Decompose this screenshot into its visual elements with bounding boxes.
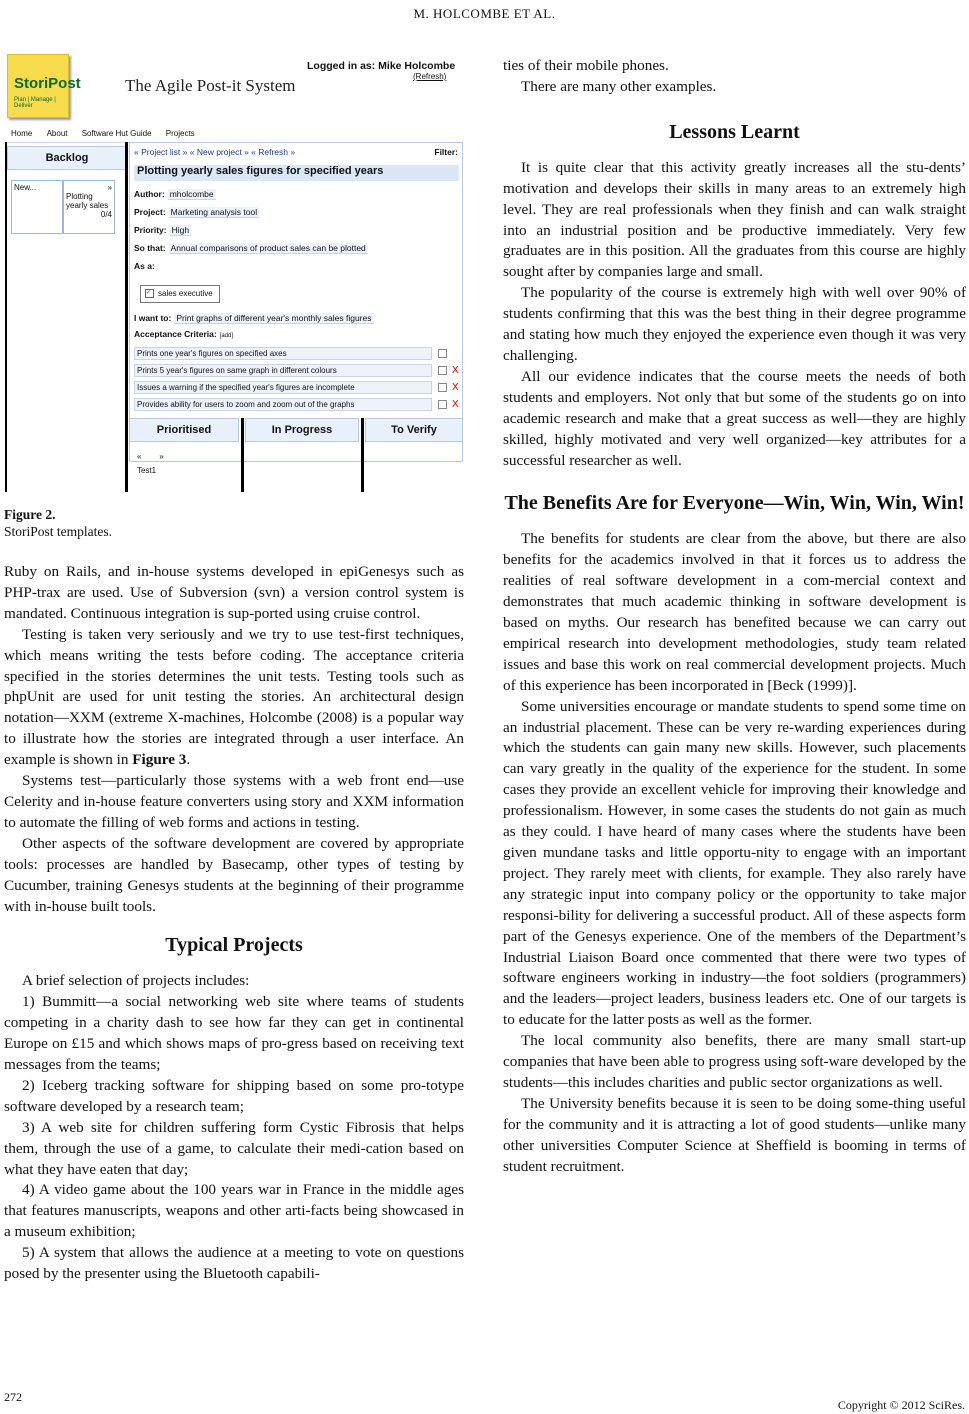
new-note-label: New... — [14, 183, 37, 192]
paragraph: ties of their mobile phones. — [503, 57, 669, 74]
lane-item[interactable]: Test1 — [137, 466, 157, 475]
criterion-1[interactable]: Prints one year's figures on specified axes — [134, 347, 432, 360]
section-heading: The Benefits Are for Everyone—Win, Win, Win, Win! — [504, 492, 965, 515]
criterion-3[interactable]: Issues a warning if the specified year's figures are incomplete — [134, 381, 432, 394]
priority-value[interactable]: High — [171, 225, 190, 235]
story-title: Plotting yearly sales figures for specified years — [134, 165, 459, 181]
project-label: Project: — [134, 207, 166, 217]
refresh-link[interactable]: (Refresh) — [413, 72, 447, 81]
author-row — [134, 189, 216, 200]
app-nav — [5, 126, 461, 143]
new-note[interactable] — [11, 180, 63, 234]
paragraph: The local community also benefits, there are many small start-up companies that have been able to progress using soft-ware developed by the students—this includes charities and public sector organizations as well. — [503, 1032, 966, 1091]
delete-x-icon[interactable]: X — [452, 399, 459, 410]
breadcrumb[interactable]: « Project list » « New project » « Refresh » — [134, 147, 296, 157]
paragraph: Some universities encourage or mandate students to spend some time on an industrial placement. These can be very re-warding experiences during which the students can gain many new skills. However, such placements can vary greatly in the quality of the experience for the student. In some cases they provide an excellent vehicle for improving their knowledge and professionalism. However, in some cases the students do not gain as much as they could. I have heard of many cases where the students have been given mundane tasks and little opportu-nity to engage with an important project. They rarely meet with clients, for example. They also rarely have any strategic input into company policy or the opportunity to take major responsi-bility for delivering a successful product. All of these aspects form part of the Genesys experience. One of the members of the Department’s Industrial Liaison Board once commented that there were two types of software engineers working in industry—the foot soldiers (programmers) and the leaders—project leaders, business leaders etc. One of our targets is to educate for the latter posts as well as the former. — [503, 697, 966, 1029]
iwant-row — [134, 313, 374, 324]
column-divider — [241, 418, 244, 492]
note-count: 0/4 — [100, 210, 112, 219]
paragraph: Other aspects of the software development are covered by appropriate tools: processes are handled by Basecamp, other types of testing by Cucumber, training Genesys students at the beginning of their programme with in-house built tools. — [4, 834, 464, 915]
nav-projects[interactable]: Projects — [165, 129, 195, 138]
criterion-3-checkbox[interactable] — [438, 383, 447, 392]
figure-reference[interactable]: Figure 3 — [132, 751, 187, 769]
logo-text-a: Stori — [14, 75, 49, 92]
criteria-row — [134, 329, 233, 339]
storipost-logo — [7, 54, 81, 118]
lane-prioritised: Prioritised — [129, 418, 239, 442]
criterion-4-checkbox[interactable] — [438, 400, 447, 409]
check-icon: ✓ — [145, 289, 154, 298]
author-value[interactable]: mholcombe — [169, 189, 214, 199]
logged-in-label: Logged in as: Mike Holcombe — [307, 60, 456, 72]
logo-slogan: Plan | Manage | Deliver — [14, 97, 56, 109]
figure-caption — [4, 506, 112, 540]
priority-label: Priority: — [134, 225, 167, 235]
nav-about[interactable]: About — [46, 129, 68, 138]
paragraph: The benefits for students are clear from the above, but there are also benefits for the academics involved in that it forces us to address the realities of real software development in a com-mercial context and demonstrates that much academic thinking in software development is based on myths. Our research has benefited because we can carry out empirical research into development methodologies, study team related issues and base this work on real commercial development projects. Much of this experience has been incorporated in [Beck (1999)]. — [503, 530, 966, 694]
delete-x-icon[interactable]: X — [452, 365, 459, 376]
lane-arrows[interactable]: « » — [137, 452, 164, 461]
sothat-row — [134, 243, 368, 254]
caption-text: StoriPost templates. — [4, 524, 112, 539]
author-label: Author: — [134, 189, 165, 199]
story-note[interactable] — [63, 180, 115, 234]
paragraph: A brief selection of projects includes: — [22, 972, 250, 990]
iwant-label: I want to: — [134, 313, 172, 323]
project-value[interactable]: Marketing analysis tool — [170, 207, 258, 217]
paragraph: 3) A web site for children suffering form Cystic Fibrosis that helps them, through the use of a game, to calculate their medi-cation based on what they have eaten that day; — [4, 1118, 464, 1178]
role-value: sales executive — [158, 289, 213, 298]
paragraph: The University benefits because it is seen to be doing some-thing useful for the community and it is attracting a lot of good students—unlike many other universities Computer Science at Sheffield is booming in terms of student recruitment. — [503, 1094, 966, 1175]
column-divider — [5, 142, 7, 492]
right-column — [503, 56, 966, 1178]
story-panel — [129, 142, 463, 462]
running-head: M. HOLCOMBE ET AL. — [413, 6, 556, 21]
iwant-value[interactable]: Print graphs of different year's monthly sales figures — [176, 313, 372, 323]
paragraph: 5) A system that allows the audience at a meeting to vote on questions posed by the presenter using the Bluetooth capabili- — [4, 1244, 464, 1283]
left-column — [4, 562, 464, 1285]
text: Testing is taken very seriously and we try to use test-first techniques, which means writing the tests before coding. The acceptance criteria specified in the stories determines the unit tests. Testing tools such as phpUnit are used for unit testing the stories. An architectural design notation—XXM (extreme X-machines, Holcombe (2008) is a popular way to illustrate how the stories are integrated through a user interface. An example is shown in — [4, 625, 464, 769]
criterion-2[interactable]: Prints 5 year's figures on same graph in different colours — [134, 364, 432, 377]
sothat-value[interactable]: Annual comparisons of product sales can be plotted — [170, 243, 366, 253]
lane-backlog: Backlog — [7, 146, 127, 170]
figure-storipost-screenshot — [5, 52, 461, 492]
priority-row — [134, 225, 191, 236]
criterion-4[interactable]: Provides ability for users to zoom and zoom out of the graphs — [134, 398, 432, 411]
filter-label[interactable]: Filter: — [434, 147, 458, 157]
criterion-2-checkbox[interactable] — [438, 366, 447, 375]
role-ticket[interactable] — [140, 285, 220, 303]
criterion-1-checkbox[interactable] — [438, 349, 447, 358]
page-number: 272 — [4, 1390, 22, 1404]
paragraph: Systems test—particularly those systems with a web front end—use Celerity and in-house feature converters using story and XXM information to automate the filling of web forms and actions in testing. — [4, 772, 464, 831]
paragraph: The popularity of the course is extremely high with well over 90% of students confirming that this was the best thing in their degree programme and stating how much they enjoyed the experience even though it was very challenging. — [503, 284, 966, 364]
paragraph: Ruby on Rails, and in-house systems developed in epiGenesys such as PHP-trax are used. Use of Subversion (svn) a version control system is mandated. Continuous integration is sup-ported using cruise control. — [4, 563, 464, 622]
delete-x-icon[interactable]: X — [452, 382, 459, 393]
sothat-label: So that: — [134, 243, 166, 253]
app-title: The Agile Post-it System — [125, 76, 296, 95]
paragraph: It is quite clear that this activity greatly increases all the stu-dents’ motivation and develops their skills in many areas to an extremely high level. They are real professionals when they finish and can walk straight into an industrial position and be productive immediately. Very few graduates are in this position. All the graduates from this course are highly sought after by companies large and small. — [503, 158, 966, 281]
criteria-label: Acceptance Criteria: — [134, 329, 217, 339]
column-divider — [361, 418, 364, 492]
caption-label: Figure 2. — [4, 507, 56, 522]
note-arrow: » — [107, 183, 112, 192]
asa-label: As a: — [134, 261, 155, 271]
criteria-add-link[interactable]: [add] — [219, 333, 234, 339]
column-divider — [125, 142, 128, 492]
lane-to-verify: To Verify — [365, 418, 463, 442]
text: . — [186, 751, 191, 769]
note-text: Plotting yearly sales — [66, 192, 109, 210]
logo-text-b: Post — [48, 75, 81, 92]
paragraph — [4, 625, 464, 771]
paragraph: All our evidence indicates that the course meets the needs of both students and employers. Not only that but some of the students go on into academic research and make that a great success as well—they are highly skilled, highly motivated and very well organized—key attributes for a successful researcher as well. — [503, 367, 966, 469]
copyright: Copyright © 2012 SciRes. — [837, 1398, 965, 1412]
section-heading: Typical Projects — [165, 934, 303, 957]
project-row — [134, 207, 259, 218]
paragraph: There are many other examples. — [521, 77, 717, 95]
nav-home[interactable]: Home — [11, 129, 33, 138]
nav-guide[interactable]: Software Hut Guide — [81, 129, 152, 138]
paragraph: 1) Bummitt—a social networking web site where teams of students competing in a charity dash to see how far they can get in continental Europe on £15 and which shows maps of pro-gress based on receiving text messages from the teams; — [4, 993, 464, 1074]
lane-in-progress: In Progress — [245, 418, 359, 442]
asa-row — [134, 261, 158, 271]
paragraph: 4) A video game about the 100 years war in France in the middle ages that features manuscripts, weapons and other arti-facts being showcased in a museum exhibition; — [4, 1181, 464, 1241]
paragraph: 2) Iceberg tracking software for shipping based on some pro-totype software developed by a research team; — [4, 1076, 464, 1115]
section-heading: Lessons Learnt — [669, 120, 800, 143]
